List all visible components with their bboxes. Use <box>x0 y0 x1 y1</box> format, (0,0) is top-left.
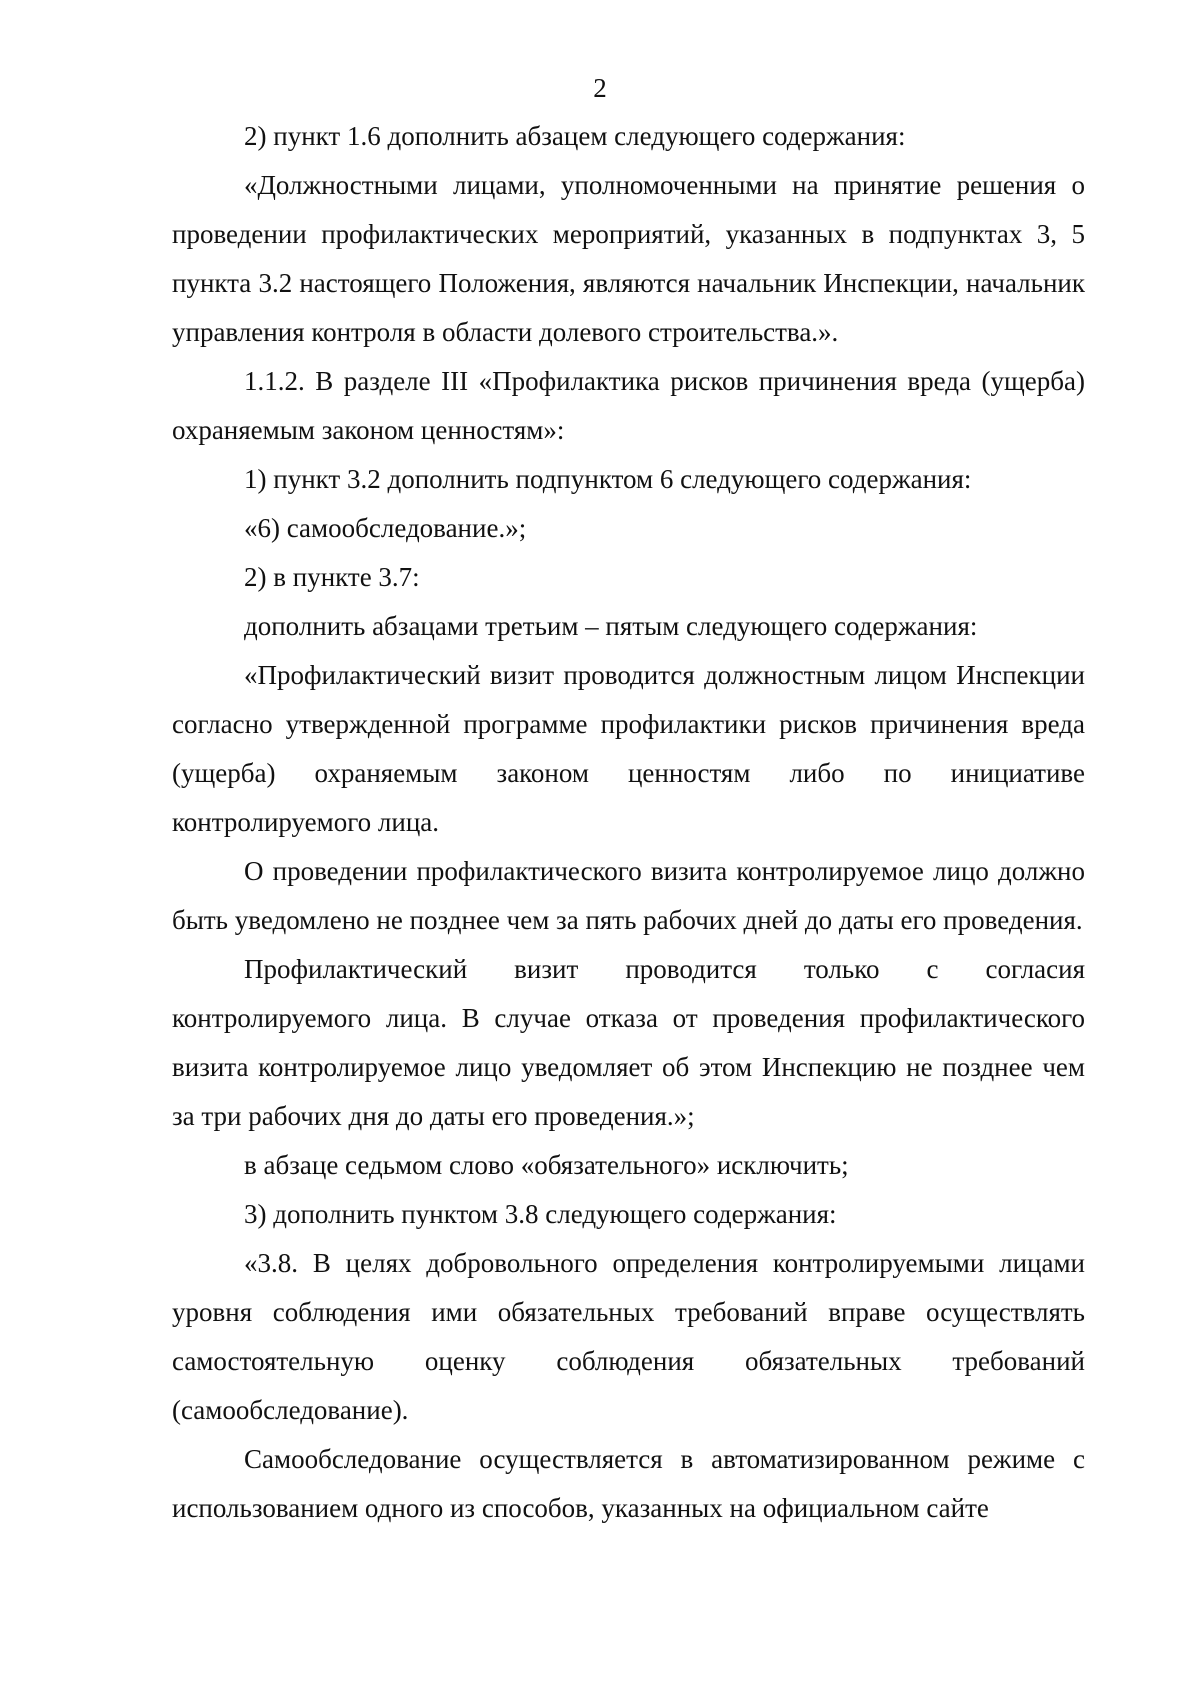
paragraph: О проведении профилактического визита контролируемое лицо должно быть уведомлено не позднее чем за пять рабочих дней до даты его проведения. <box>172 856 1085 935</box>
paragraph: 2) в пункте 3.7: <box>244 562 420 592</box>
paragraph: дополнить абзацами третьим – пятым следующего содержания: <box>244 611 978 641</box>
paragraph: «3.8. В целях добровольного определения контролируемыми лицами уровня соблюдения ими обязательных требований вправе осуществлять самостоятельную оценку соблюдения обязательных требований (самообследование). <box>172 1248 1085 1425</box>
paragraph: 1) пункт 3.2 дополнить подпунктом 6 следующего содержания: <box>244 464 972 494</box>
paragraph: «6) самообследование.»; <box>244 513 527 543</box>
paragraph: Самообследование осуществляется в автоматизированном режиме с использованием одного из способов, указанных на официальном сайте <box>172 1444 1085 1523</box>
page-number: 2 <box>593 73 607 103</box>
paragraph: «Должностными лицами, уполномоченными на принятие решения о проведении профилактических мероприятий, указанных в подпунктах 3, 5 пункта 3.2 настоящего Положения, являются начальник Инспекции, начальник управления контроля в области долевого строительства.». <box>172 170 1085 347</box>
paragraph: 2) пункт 1.6 дополнить абзацем следующего содержания: <box>244 121 906 151</box>
paragraph: 1.1.2. В разделе III «Профилактика рисков причинения вреда (ущерба) охраняемым законом ценностям»: <box>172 366 1085 445</box>
paragraph: 3) дополнить пунктом 3.8 следующего содержания: <box>244 1199 837 1229</box>
paragraph: в абзаце седьмом слово «обязательного» исключить; <box>244 1150 849 1180</box>
document-body <box>172 112 1085 1533</box>
paragraph: «Профилактический визит проводится должностным лицом Инспекции согласно утвержденной программе профилактики рисков причинения вреда (ущерба) охраняемым законом ценностям либо по инициативе контролируемого лица. <box>172 660 1085 837</box>
paragraph: Профилактический визит проводится только с согласия контролируемого лица. В случае отказа от проведения профилактического визита контролируемое лицо уведомляет об этом Инспекцию не позднее чем за три рабочих дня до даты его проведения.»; <box>172 954 1085 1131</box>
